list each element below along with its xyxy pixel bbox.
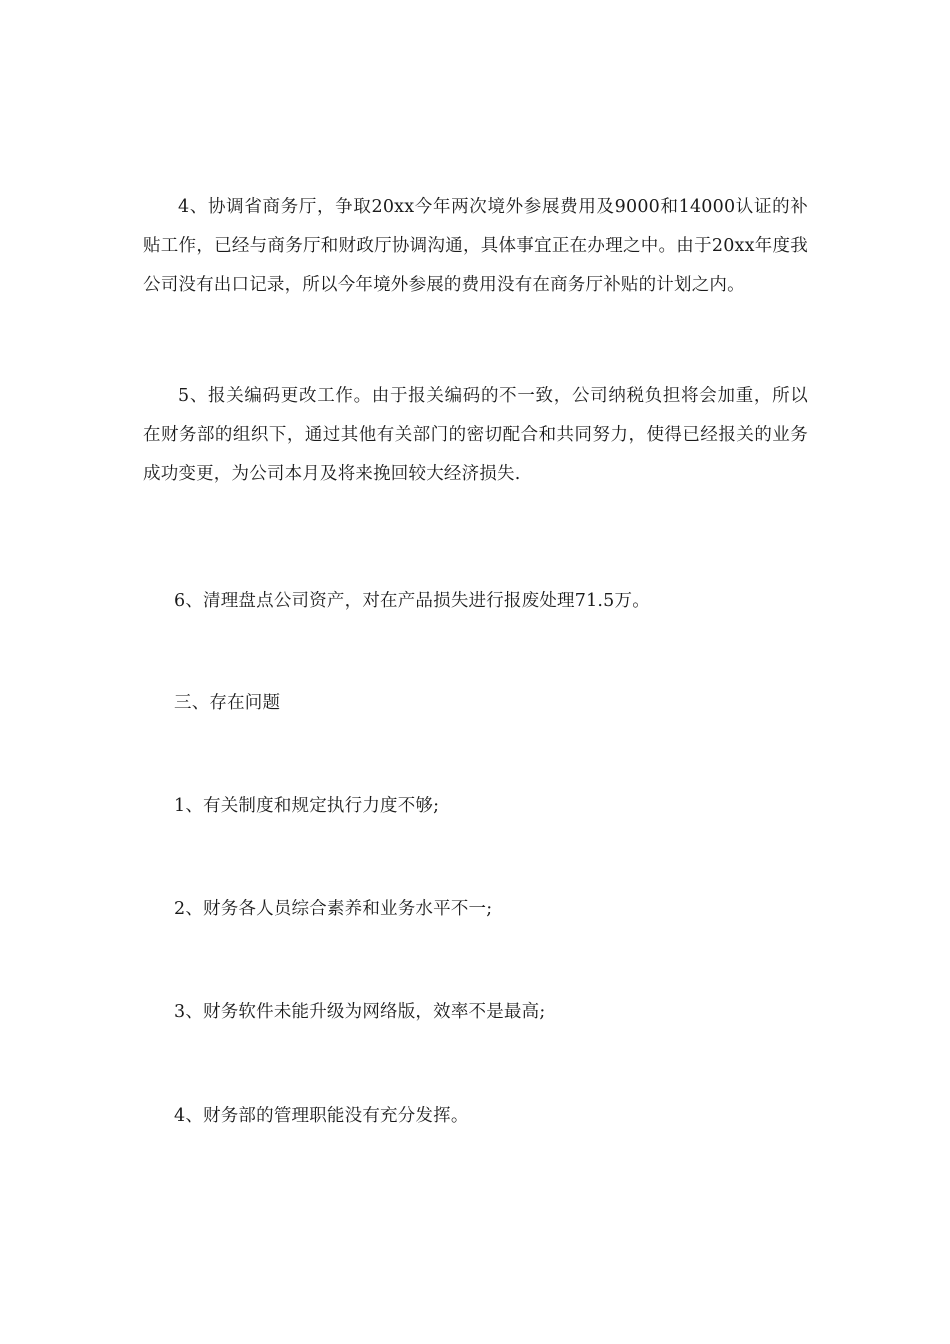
paragraph-item-6: 6、清理盘点公司资产，对在产品损失进行报废处理71.5万。 [174, 591, 650, 611]
issue-item-3: 3、财务软件未能升级为网络版，效率不是最高; [174, 1002, 546, 1022]
paragraph-item-5: 5、报关编码更改工作。由于报关编码的不一致，公司纳税负担将会加重，所以在财务部的组织下，通过其他有关部门的密切配合和共同努力，使得已经报关的业务成功变更，为公司本月及将来挽回较大经济损失. [143, 386, 808, 484]
issue-item-2: 2、财务各人员综合素养和业务水平不一; [174, 899, 493, 919]
issue-item-1: 1、有关制度和规定执行力度不够; [174, 796, 440, 816]
section-heading: 三、存在问题 [174, 693, 281, 713]
issue-item-4: 4、财务部的管理职能没有充分发挥。 [174, 1106, 469, 1126]
paragraph-item-4: 4、协调省商务厅，争取20xx今年两次境外参展费用及9000和14000认证的补贴工作，已经与商务厅和财政厅协调沟通，具体事宜正在办理之中。由于20xx年度我公司没有出口记录，所以今年境外参展的费用没有在商务厅补贴的计划之内。 [143, 197, 808, 295]
